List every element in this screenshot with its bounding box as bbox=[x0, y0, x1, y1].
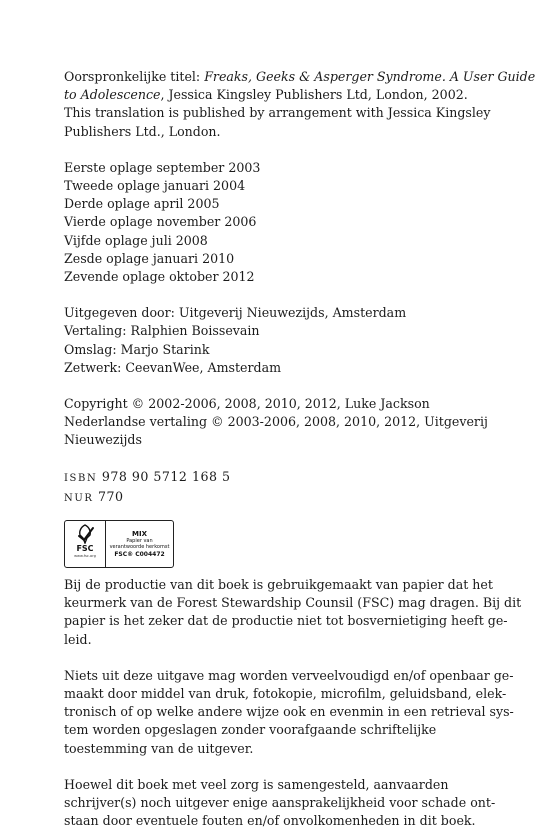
fsc-paragraph-line: leid. bbox=[64, 631, 92, 647]
printing-line: Zevende oplage oktober 2012 bbox=[64, 269, 255, 285]
reproduction-line: tem worden opgeslagen zonder voorafgaande schriftelijke bbox=[64, 722, 437, 738]
fsc-paragraph-line: papier is het zeker dat de productie niet tot bosvernietiging heeft ge- bbox=[64, 613, 508, 629]
original-title-line-2: to Adolescence, Jessica Kingsley Publishers Ltd, London, 2002. bbox=[64, 87, 468, 103]
printing-line: Vierde oplage november 2006 bbox=[64, 214, 257, 230]
printings-block bbox=[64, 159, 484, 286]
fsc-logo bbox=[64, 520, 174, 568]
translation-note-line-1: This translation is published by arrangement with Jessica Kingsley bbox=[64, 105, 491, 121]
copyright-line: Nederlandse vertaling © 2003-2006, 2008, 2010, 2012, Uitgeverij bbox=[64, 414, 488, 430]
isbn-block bbox=[64, 468, 484, 508]
disclaimer-line: staan door eventuele fouten en/of onvolkomenheden in dit boek. bbox=[64, 813, 476, 829]
isbn-label: ISBN bbox=[64, 472, 98, 484]
fsc-paragraph bbox=[64, 576, 522, 649]
isbn-value: 978 90 5712 168 5 bbox=[101, 468, 231, 484]
fsc-tree-check-icon bbox=[74, 524, 96, 544]
fsc-paragraph-line: Bij de productie van dit boek is gebruikgemaakt van papier dat het bbox=[64, 577, 493, 593]
nur-value: 770 bbox=[98, 488, 124, 504]
reproduction-line: toestemming van de uitgever. bbox=[64, 740, 254, 756]
original-title-block bbox=[64, 68, 535, 141]
credit-translation: Vertaling: Ralphien Boissevain bbox=[64, 323, 260, 339]
printing-line: Derde oplage april 2005 bbox=[64, 196, 220, 212]
credits-block bbox=[64, 304, 484, 377]
credit-publisher: Uitgegeven door: Uitgeverij Nieuwezijds, Amsterdam bbox=[64, 305, 407, 321]
original-title-line-1: Oorspronkelijke titel: Freaks, Geeks & Asperger Syndrome. A User Guide bbox=[64, 69, 535, 84]
printing-line: Vijfde oplage juli 2008 bbox=[64, 232, 208, 248]
disclaimer-paragraph bbox=[64, 776, 496, 831]
fsc-logo-mark bbox=[65, 521, 106, 567]
reproduction-line: Niets uit deze uitgave mag worden verveelvoudigd en/of openbaar ge- bbox=[64, 667, 514, 683]
printing-line: Tweede oplage januari 2004 bbox=[64, 178, 246, 194]
isbn-line bbox=[64, 468, 484, 488]
copyright-line: Copyright © 2002-2006, 2008, 2010, 2012, Luke Jackson bbox=[64, 396, 430, 412]
translation-note-line-2: Publishers Ltd., London. bbox=[64, 123, 221, 139]
disclaimer-line: Hoewel dit boek met veel zorg is samengesteld, aanvaarden bbox=[64, 776, 449, 792]
reproduction-line: tronisch of op welke andere wijze ook en evenmin in een retrieval sys- bbox=[64, 704, 514, 720]
colophon-content bbox=[64, 68, 535, 831]
fsc-url: www.fsc.org bbox=[74, 554, 96, 559]
fsc-desc-2: verantwoorde herkomst bbox=[109, 543, 170, 550]
fsc-desc-1: Papier van bbox=[126, 537, 153, 544]
nur-line bbox=[64, 488, 484, 508]
printing-line: Zesde oplage januari 2010 bbox=[64, 250, 235, 266]
printing-line: Eerste oplage september 2003 bbox=[64, 159, 261, 175]
reproduction-line: maakt door middel van druk, fotokopie, microfilm, geluidsband, elek- bbox=[64, 686, 507, 702]
fsc-mix: MIX bbox=[132, 529, 147, 538]
credit-typesetting: Zetwerk: CeevanWee, Amsterdam bbox=[64, 359, 282, 375]
reproduction-paragraph bbox=[64, 667, 514, 758]
fsc-logo-text bbox=[106, 521, 173, 567]
copyright-block bbox=[64, 395, 488, 450]
credit-cover: Omslag: Marjo Starink bbox=[64, 341, 210, 357]
fsc-code: FSC® C004472 bbox=[114, 550, 165, 558]
disclaimer-line: schrijver(s) noch uitgever enige aansprakelijkheid voor schade ont- bbox=[64, 795, 496, 811]
fsc-paragraph-line: keurmerk van de Forest Stewardship Counsil (FSC) mag dragen. Bij dit bbox=[64, 595, 522, 611]
fsc-brand: FSC bbox=[76, 544, 94, 554]
copyright-line: Nieuwezijds bbox=[64, 432, 142, 448]
nur-label: NUR bbox=[64, 492, 94, 504]
